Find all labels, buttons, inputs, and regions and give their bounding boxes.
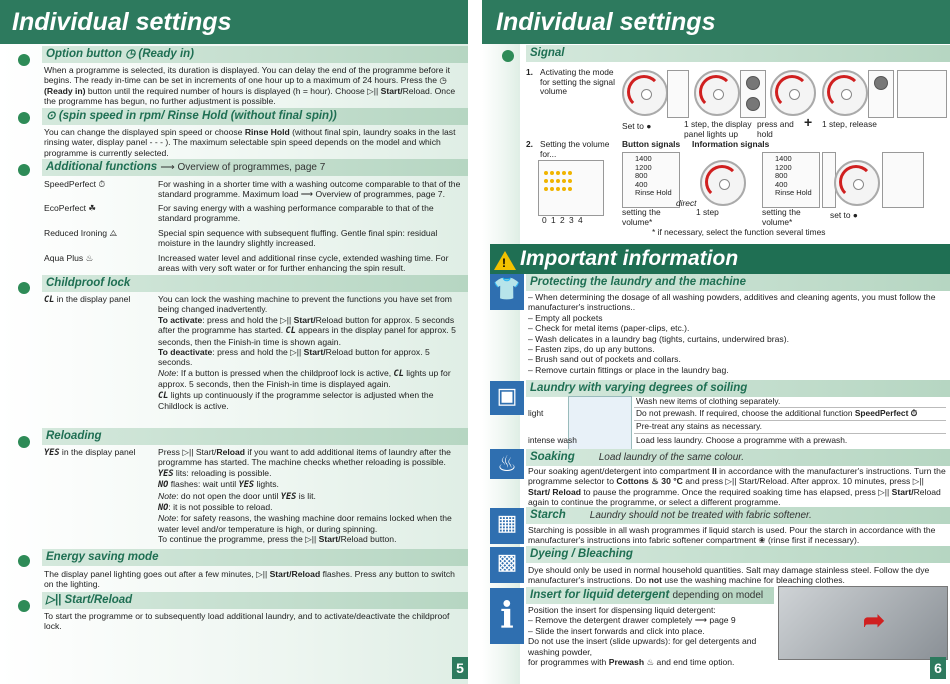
additional-functions-heading: Additional functions ⟶ Overview of programmes, page 7 [42,159,468,176]
bullet-dot [18,282,30,294]
soiling-row: Do not prewash. If required, choose the additional function SpeedPerfect ⏱ [636,408,918,418]
information-signals-label: Information signals [692,139,770,149]
function-name: Reduced Ironing ⨺ [44,228,118,238]
function-desc: Increased water level and additional rinse cycle, extended washing time. For areas with very soft water or for further enhancing the spin result. [158,253,449,274]
signal-caption-3: 1 step, release [822,119,877,129]
panel-button [874,76,888,90]
function-desc: Special spin sequence with subsequent fluffing. Gentle final spin: residual moisture in the laundry slightly increased. [158,228,438,249]
starch-icon: ▦ [490,508,524,544]
button-panel [897,70,947,118]
soiling-row: Wash new items of clothing separately. [636,396,781,406]
dial-arc [839,165,873,199]
list-item: – Empty all pockets [528,312,603,323]
bullet-dot [18,436,30,448]
signal-caption-4: setting the volume* [622,207,661,227]
soiling-row: Pre-treat any stains as necessary. [636,421,762,431]
spin-speed-panel [622,152,680,208]
protecting-list [528,292,948,375]
function-name: SpeedPerfect ⏱ [44,179,106,189]
protecting-heading: Protecting the laundry and the machine [526,274,950,291]
list-item: – Wash delicates in a laundry bag (tights, curtains, underwired bras). [528,333,789,344]
signal-caption-2: press and hold [757,119,794,139]
button-panel [667,70,689,118]
shirt-illustration [568,396,632,450]
signal-step-2-text: Setting the volume for... [540,139,610,159]
signal-step-1-text: Activating the mode for setting the signal volume [540,67,615,96]
important-information-banner: Important information [490,244,950,274]
page-number: 6 [930,657,946,679]
energy-saving-text: The display panel lighting goes out after a few minutes, ▷|| Start/Reload flashes. Press any button to switch on the lighting. [44,569,455,590]
tshirt-icon: 👕 [490,274,524,310]
bullet-dot [18,112,30,124]
right-page [482,0,950,684]
dyeing-icon: ▩ [490,547,524,583]
list-item: – Remove curtain fittings or place in the laundry bag. [528,364,729,375]
start-reload-heading: ▷|| Start/Reload [42,592,468,609]
signal-heading: Signal [526,45,950,62]
insert-text: Position the insert for dispensing liquid detergent: – Remove the detergent drawer completely ⟶ page 9 – Slide the insert forwards and click into place. Do not use the insert (slide upwards): for gel detergents and washing powder, for programmes with Prewash ♨ and end time option. [528,605,757,668]
left-page [0,0,468,684]
start-reload-text: To start the programme or to subsequently load additional laundry, and to activate/deactivate the childproof lock. [44,611,450,632]
soaking-icon: ♨ [490,449,524,479]
detergent-drawer-illustration [778,586,948,660]
childproof-display-label: CL in the display panel [44,294,131,305]
soiling-heading: Laundry with varying degrees of soiling [526,380,950,397]
signal-caption-7: set to ● [830,210,858,220]
list-item: – Brush sand out of pockets and collars. [528,354,681,365]
bullet-dot [18,555,30,567]
list-item: – Check for metal items (paper-clips, etc.). [528,323,690,334]
function-name: Aqua Plus ♨ [44,253,94,263]
soiling-label-intense: intense wash [528,435,577,445]
spin-speed-heading: ⊙ (spin speed in rpm/ Rinse Hold (without final spin)) [42,108,468,125]
bullet-dot [502,50,514,62]
left-page-title: Individual settings [0,0,468,44]
panel-button [746,76,760,90]
plus-sign: + [804,114,813,130]
programme-dial [694,70,740,116]
programme-dial [822,70,868,116]
panel-button [746,97,760,111]
arrow-icon: ➦ [863,605,885,635]
button-signals-label: Button signals [622,139,681,149]
soaking-heading: Soaking Load laundry of the same colour. [526,449,950,466]
soaking-text: Pour soaking agent/detergent into compartment II in accordance with the manufacturer's instructions. Turn the programme selector to Cottons ♨ 30 °C and press ▷|| Start/Reload. After approx. 10 minutes, press ▷|| Start/ Reload to pause the programme. Once the required soaking time has elapsed, press ▷|| Start/Reload again to continue the programme, or select a different programme. [528,466,946,508]
signal-footnote: * if necessary, select the function several times [652,227,826,237]
starch-text: Starching is possible in all wash programmes if liquid starch is used. Pour the starch in accordance with the manufacturer's instructions into fabric softener compartment ❀ (rinse first if necessary). [528,525,936,546]
bullet-dot [18,54,30,66]
right-page-title: Individual settings [482,0,950,44]
programme-dial [834,160,880,206]
function-desc: For saving energy with a washing performance comparable to that of the standard programme. [158,203,434,224]
dial-arc [699,75,733,109]
dial-arc [827,75,861,109]
reloading-heading: Reloading [42,428,468,445]
function-name: EcoPerfect ☘ [44,203,97,213]
childproof-lock-heading: Childproof lock [42,275,468,292]
set-to-label: Set to ● [622,121,652,131]
dyeing-heading: Dyeing / Bleaching [526,546,950,563]
dial-arc [705,165,739,199]
programme-dial [700,160,746,206]
volume-leds [543,167,599,191]
list-item: – When determining the dosage of all washing powders, additives and cleaning agents, you must follow the manufacturer's instructions.. [528,292,936,313]
spin-speed-list: 1400 1200 800 400 Rinse Hold [775,154,812,197]
volume-scale [538,160,604,216]
signal-step-1-number: 1. [526,67,533,77]
function-desc: For washing in a shorter time with a washing outcome comparable to that of the standard programme. Maximum load ⟶ Overview of programmes, page 7. [158,179,461,200]
bullet-dot [18,164,30,176]
soiling-row: Load less laundry. Choose a programme with a prewash. [636,435,848,445]
signal-caption-1: 1 step, the display panel lights up [684,119,752,139]
list-item: – Fasten zips, do up any buttons. [528,344,655,355]
insert-heading: Insert for liquid detergent depending on model [526,587,774,604]
info-icon: i [490,588,524,644]
reloading-display-label: YES in the display panel [44,447,136,458]
option-button-text: When a programme is selected, its duration is displayed. You can delay the end of the programme before it begins. The ready in-time can be set in increments of one hour up to a maximum of 24 hours. Press the ◷ (Ready in) button until the required number of hours is displayed (h = hour). Choose ▷|| Start/Reload. Once the programme has begun, no further adjustment is possible. [44,65,456,107]
volume-scale-labels: 0 1 2 3 4 [542,215,584,225]
spin-speed-text: You can change the displayed spin speed or choose Rinse Hold (without final spin, laundry soaks in the last rinsing water, display panel - - - ). The maximum selectable spin speed depends on the model and which programme is currently selected. [44,127,456,158]
signal-step-2-number: 2. [526,139,533,149]
signal-caption-6: setting the volume* [762,207,801,227]
signal-caption-5: 1 step [696,207,719,217]
direct-label: direct [676,198,697,208]
spin-speed-list: 1400 1200 800 400 Rinse Hold [635,154,672,197]
button-panel [882,152,924,208]
programme-dial [622,70,668,116]
reloading-text: Press ▷|| Start/Reload if you want to add additional items of laundry after the programme has started. The machine checks whether reloading is possible. YES lits: reloading is possible. NO flashes: wait until YES lights. Note: do not open the door until YES is lit. NO: it is not possible to reload. Note: for safety reasons, the washing machine door remains locked when the water level and/or temperature is high, or during spinning. To continue the programme, press the ▷|| Start/Reload button. [158,447,452,545]
starch-heading: Starch Laundry should not be treated with fabric softener. [526,507,950,524]
childproof-text: You can lock the washing machine to prevent the functions you have set from being changed inadvertently. To activate: press and hold the ▷|| Start/Reload button for approx. 5 seconds after the programme has started. CL appears in the display panel for approx. 5 seconds, then the Finish-in time is shown again. To deactivate: press and hold the ▷|| Start/Reload button for approx. 5 seconds. Note: If a button is pressed when the childproof lock is active, CL lights up for approx. 5 seconds, then the Finish-in time is displayed again. CL lights up continuously if the programme selector is adjusted when the Childlock is active. [158,294,456,412]
page-number: 5 [452,657,468,679]
dial-arc [775,75,809,109]
programme-dial [770,70,816,116]
option-button-heading: Option button ◷ (Ready in) [42,46,468,63]
energy-saving-heading: Energy saving mode [42,549,468,566]
button-panel [740,70,766,118]
soiling-label-light: light [528,408,544,418]
warning-icon-mark: ! [502,256,506,270]
soiling-icon: ▣ [490,381,524,415]
dial-arc [627,75,661,109]
divider [634,433,946,434]
spin-speed-panel [762,152,820,208]
bullet-dot [18,600,30,612]
button-panel [868,70,894,118]
dyeing-text: Dye should only be used in normal household quantities. Salt may damage stainless steel. Follow the dye manufacturer's instructions. Do not use the washing machine for bleaching clothes. [528,565,930,586]
